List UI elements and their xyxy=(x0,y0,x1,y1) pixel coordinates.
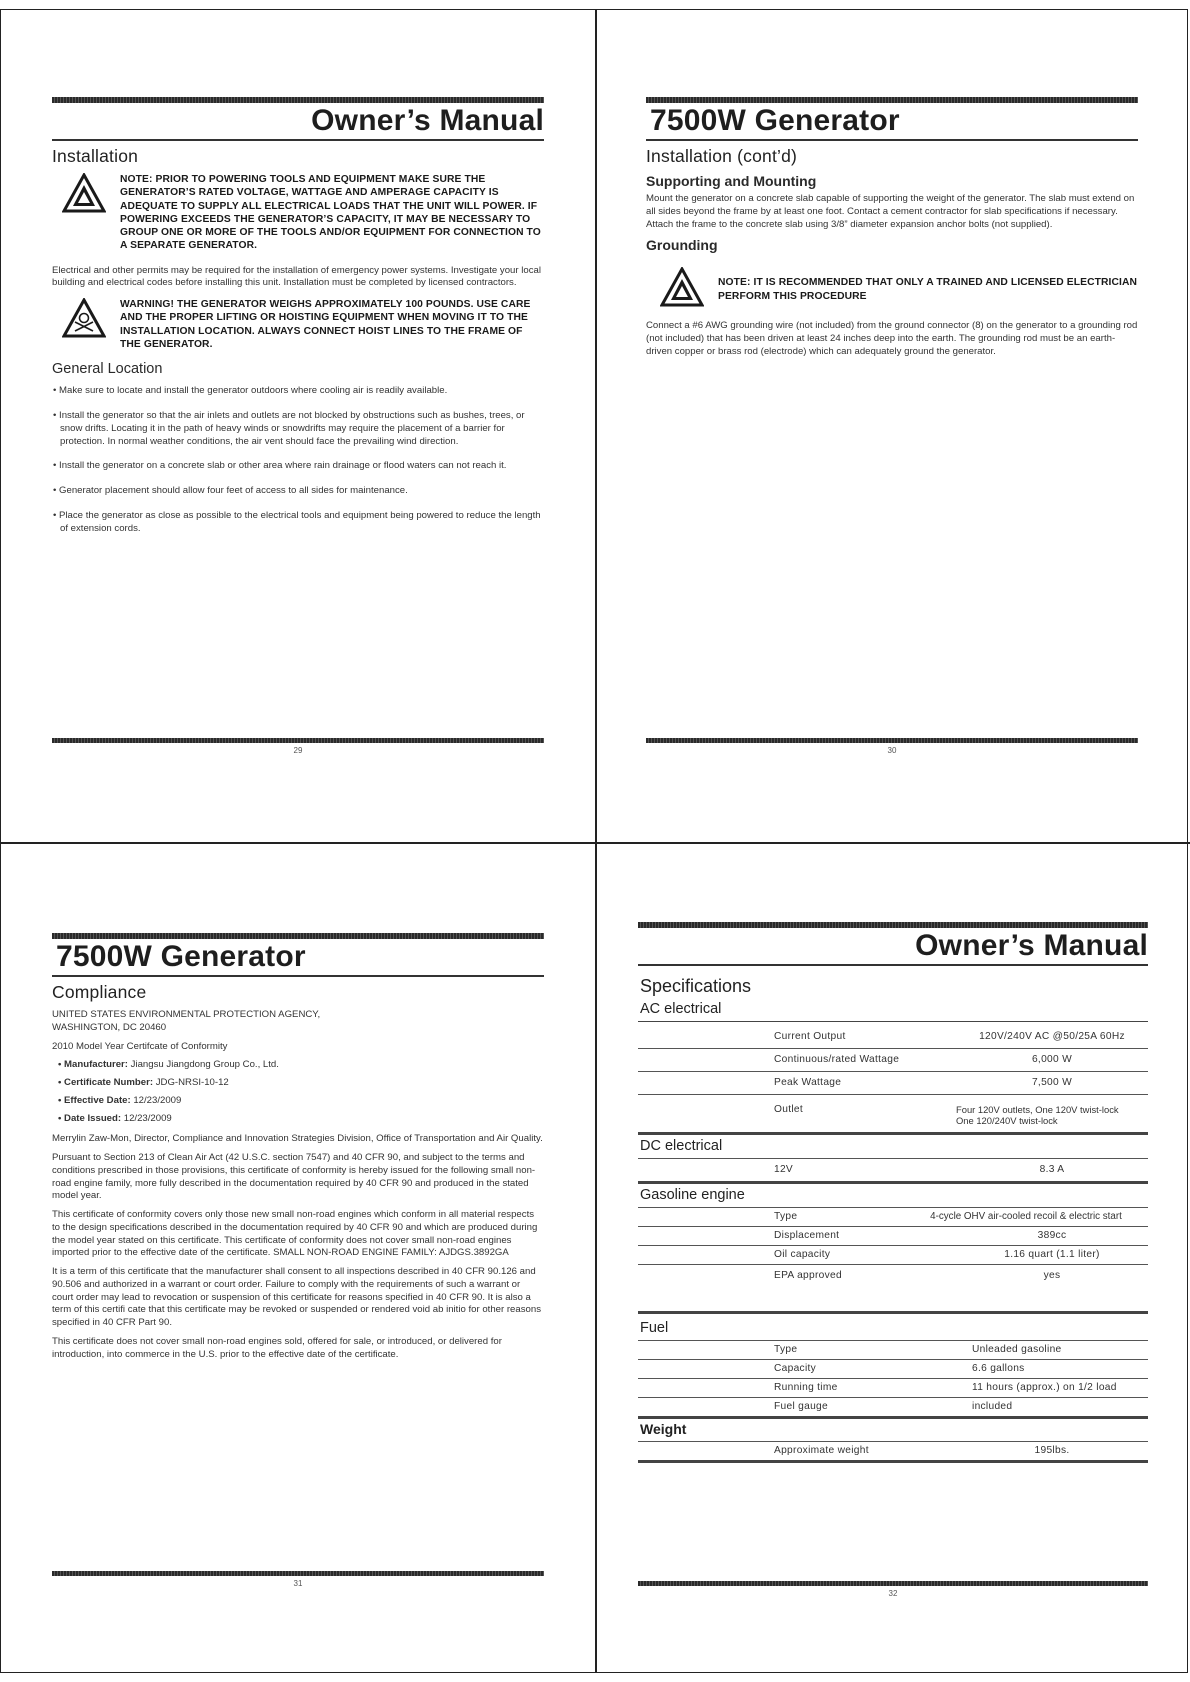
spec-value: 4-cycle OHV air-cooled recoil & electric start xyxy=(930,1211,1122,1222)
header-rule-thin xyxy=(646,139,1138,141)
certificate-line: 2010 Model Year Certifcate of Conformity xyxy=(52,1040,228,1052)
page-31 xyxy=(52,933,544,1593)
spec-label: Oil capacity xyxy=(774,1249,831,1260)
compliance-paragraph: Pursuant to Section 213 of Clean Air Act (42 U.S.C. section 7547) and 40 CFR 90, and subject to the terms and conditions prescribed in those provisions, this certificate of conformity is hereby issued for the following small non-road engine family, more fully described in the documentation required by 40 CFR 90 and produced in the stated model year. xyxy=(52,1152,536,1202)
spec-value: 1.16 quart (1.1 liter) xyxy=(1004,1249,1100,1260)
spec-row xyxy=(638,1245,1148,1264)
spec-value: 6,000 W xyxy=(1031,1054,1073,1065)
spec-divider xyxy=(638,1460,1148,1463)
section-heading: Specifications xyxy=(640,976,752,996)
page-title: 7500W Generator xyxy=(650,104,900,137)
spec-label: Approximate weight xyxy=(774,1445,869,1456)
spec-value: 11 hours (approx.) on 1/2 load xyxy=(972,1382,1117,1393)
spec-label: Running time xyxy=(774,1382,838,1393)
page-title: Owner’s Manual xyxy=(311,104,544,137)
caution-note xyxy=(62,173,544,253)
grounding-paragraph: Connect a #6 AWG grounding wire (not included) from the ground connector (8) on the generator to a grounding rod (not included) that has been driven at least 24 inches deep into the earth. The grounding rod must be an earth-driven copper or brass rod (electrode) which can adequately ground the generator. xyxy=(646,320,1138,357)
spec-row xyxy=(638,1022,1148,1048)
spec-value: 195lbs. xyxy=(1034,1445,1070,1456)
page-number: 30 xyxy=(887,746,897,755)
permits-paragraph: Electrical and other permits may be required for the installation of emergency power systems. Investigate your local building and electrical codes before installing this unit. Installation must be completed by licensed contractors. xyxy=(52,264,541,289)
footer-rule xyxy=(646,738,1138,743)
ac-heading: AC electrical xyxy=(640,1001,722,1017)
spec-row xyxy=(638,1397,1148,1416)
spec-label: 12V xyxy=(774,1164,794,1175)
page-number: 32 xyxy=(888,1589,898,1598)
warning-note xyxy=(62,298,544,351)
compliance-paragraph: This certificate does not cover small non-road engines sold, offered for sale, or introduced, or delivered for introduction, into commerce in the U.S. prior to the effective date of the certificate. xyxy=(52,1335,502,1360)
spec-value: Four 120V outlets, One 120V twist-lock xyxy=(956,1104,1119,1115)
compliance-paragraph: Merrylin Zaw-Mon, Director, Compliance and Innovation Strategies Division, Office of Transportation and Air Quality. xyxy=(52,1133,543,1145)
spec-row xyxy=(638,1094,1148,1132)
subsection-heading: General Location xyxy=(52,361,163,378)
page-title: Owner’s Manual xyxy=(915,929,1148,962)
footer-rule xyxy=(638,1581,1148,1586)
spec-label: Outlet xyxy=(774,1104,803,1115)
spec-label: EPA approved xyxy=(774,1270,842,1281)
item-label: • Manufacturer: xyxy=(58,1059,128,1071)
spec-row xyxy=(638,1378,1148,1397)
poison-warning-icon xyxy=(62,298,108,343)
spec-row xyxy=(638,1158,1148,1181)
spec-row xyxy=(638,1340,1148,1359)
spec-label: Type xyxy=(774,1344,798,1355)
warning-note-text: WARNING! THE GENERATOR WEIGHS APPROXIMATELY 100 POUNDS. USE CARE AND THE PROPER LIFTING OR HOISTING EQUIPMENT WHEN MOVING IT TO THE INSTALLATION LOCATION. ALWAYS CONNECT HOIST LINES TO THE FRAME OF THE GENERATOR. xyxy=(120,299,531,351)
weight-heading: Weight xyxy=(640,1421,687,1437)
subsection-heading: Supporting and Mounting xyxy=(646,173,817,189)
compliance-item xyxy=(58,1113,544,1126)
item-label: • Date Issued: xyxy=(58,1112,122,1124)
spec-row xyxy=(638,1359,1148,1378)
outlet-values xyxy=(956,1104,1148,1126)
header-rule-thin xyxy=(52,139,544,141)
compliance-item xyxy=(58,1095,544,1108)
compliance-item xyxy=(58,1059,544,1072)
spec-row xyxy=(638,1226,1148,1245)
bullet-item: • Place the generator as close as possible to the electrical tools and equipment being powered to reduce the length of extension cords. xyxy=(53,509,541,534)
item-value: 12/23/2009 xyxy=(121,1112,172,1124)
section-heading: Installation (cont’d) xyxy=(646,146,798,166)
spec-value: 7,500 W xyxy=(1031,1077,1073,1088)
spec-divider xyxy=(638,1181,1148,1184)
caution-icon xyxy=(62,173,108,218)
engine-heading: Gasoline engine xyxy=(640,1187,745,1203)
horizontal-divider xyxy=(0,842,1190,844)
agency-text: UNITED STATES ENVIRONMENTAL PROTECTION AGENCY, WASHINGTON, DC 20460 xyxy=(52,1009,321,1033)
caution-note-text: NOTE: PRIOR TO POWERING TOOLS AND EQUIPMENT MAKE SURE THE GENERATOR’S RATED VOLTAGE, WATTAGE AND AMPERAGE CAPACITY IS ADEQUATE TO SUPPLY ALL ELECTRICAL LOADS THAT THE UNIT WILL POWER. IF POWERING EXCEEDS THE GENERATOR’S CAPACITY, IT MAY BE NECESSARY TO GROUP ONE OR MORE OF THE TOOLS AND/OR EQUIPMENT FOR CONNECTION TO A SEPARATE GENERATOR. xyxy=(120,174,541,252)
spec-label: Displacement xyxy=(774,1230,840,1241)
spec-value: 8.3 A xyxy=(1039,1164,1065,1175)
spec-value: One 120/240V twist-lock xyxy=(956,1115,1058,1126)
dc-heading: DC electrical xyxy=(640,1138,723,1154)
spec-row xyxy=(638,1264,1148,1311)
vertical-divider xyxy=(595,9,597,1673)
footer-rule xyxy=(52,1571,544,1576)
spec-row xyxy=(638,1071,1148,1094)
caution-note-text: NOTE: IT IS RECOMMENDED THAT ONLY A TRAINED AND LICENSED ELECTRICIAN PERFORM THIS PROCEDURE xyxy=(718,277,1138,302)
spec-divider xyxy=(638,1132,1148,1135)
spec-label: Current Output xyxy=(774,1031,846,1042)
caution-icon xyxy=(660,267,706,312)
spec-label: Type xyxy=(774,1211,798,1222)
subsection-heading: Grounding xyxy=(646,237,718,254)
header-rule-thin xyxy=(52,975,544,977)
fuel-heading: Fuel xyxy=(640,1320,669,1336)
spec-value: 389cc xyxy=(1037,1230,1067,1241)
mounting-paragraph: Mount the generator on a concrete slab capable of supporting the weight of the generator. The slab must extend on all sides beyond the frame by at least one foot. Contact a cement contractor for slab specifications if necessary. Attach the frame to the concrete slab using 3/8” diameter expansion anchor bolts (not supplied). xyxy=(646,193,1135,230)
page-32 xyxy=(638,922,1148,1602)
item-value: Jiangsu Jiangdong Group Co., Ltd. xyxy=(128,1059,279,1071)
section-heading: Installation xyxy=(52,146,139,166)
spec-row xyxy=(638,1441,1148,1460)
compliance-item xyxy=(58,1077,544,1090)
spec-label: Fuel gauge xyxy=(774,1401,828,1412)
spec-label: Capacity xyxy=(774,1363,817,1374)
spec-label: Continuous/rated Wattage xyxy=(774,1054,900,1065)
page-number: 29 xyxy=(293,746,303,755)
page-number: 31 xyxy=(293,1579,303,1588)
bullet-item: • Make sure to locate and install the generator outdoors where cooling air is readily available. xyxy=(53,385,448,397)
item-label: • Effective Date: xyxy=(58,1094,131,1106)
spec-divider xyxy=(638,1311,1148,1314)
compliance-paragraph: This certificate of conformity covers only those new small non-road engines which conform in all material respects to the design specifications described in the documentation required by 40 CFR 90 and which are produced during the model year stated on this certificate. This certificate of conformity does not cover small non-road engines imported prior to the effective date of the certificate. SMALL NON-ROAD ENGINE FAMILY: AJDGS.3892GA xyxy=(52,1209,538,1259)
footer-rule xyxy=(52,738,544,743)
spec-value: yes xyxy=(1043,1270,1061,1281)
page-title: 7500W Generator xyxy=(56,940,306,973)
spec-label: Peak Wattage xyxy=(774,1077,842,1088)
section-heading: Compliance xyxy=(52,982,147,1002)
bullet-item: • Generator placement should allow four feet of access to all sides for maintenance. xyxy=(53,485,408,497)
page-29 xyxy=(52,97,544,757)
spec-value: Unleaded gasoline xyxy=(972,1344,1062,1355)
caution-note xyxy=(660,267,1138,312)
item-value: 12/23/2009 xyxy=(130,1094,182,1106)
compliance-paragraph: It is a term of this certificate that the manufacturer shall consent to all inspections described in 40 CFR 90.126 and 90.506 and authorized in a warrant or court order. Failure to comply with the requirements of such a warrant or court order may lead to revocation or suspension of this certificate for reasons specified in 40 CFR 90. It is also a term of this certifi cate that this certificate may be revoked or suspended or rendered void ab initio for other reasons specified in 40 CFR Part 90. xyxy=(52,1266,541,1328)
spec-value: included xyxy=(972,1401,1013,1412)
item-value: JDG-NRSI-10-12 xyxy=(153,1077,229,1088)
spec-value: 6.6 gallons xyxy=(972,1363,1025,1374)
bullet-item: • Install the generator on a concrete slab or other area where rain drainage or flood waters can not reach it. xyxy=(53,460,507,472)
spec-value: 120V/240V AC @50/25A 60Hz xyxy=(979,1031,1125,1042)
spec-divider xyxy=(638,1416,1148,1419)
page-30 xyxy=(646,97,1138,757)
item-label: • Certificate Number: xyxy=(58,1077,154,1088)
spec-row xyxy=(638,1048,1148,1071)
bullet-item: • Install the generator so that the air inlets and outlets are not blocked by obstructions such as bushes, trees, or snow drifts. Locating it in the path of heavy winds or snowdrifts may require the placement of a barrier for protection. In normal weather conditions, the air vent should face the prevailing wind direction. xyxy=(53,410,525,447)
spec-row xyxy=(638,1207,1148,1226)
header-rule-thin xyxy=(638,964,1148,966)
